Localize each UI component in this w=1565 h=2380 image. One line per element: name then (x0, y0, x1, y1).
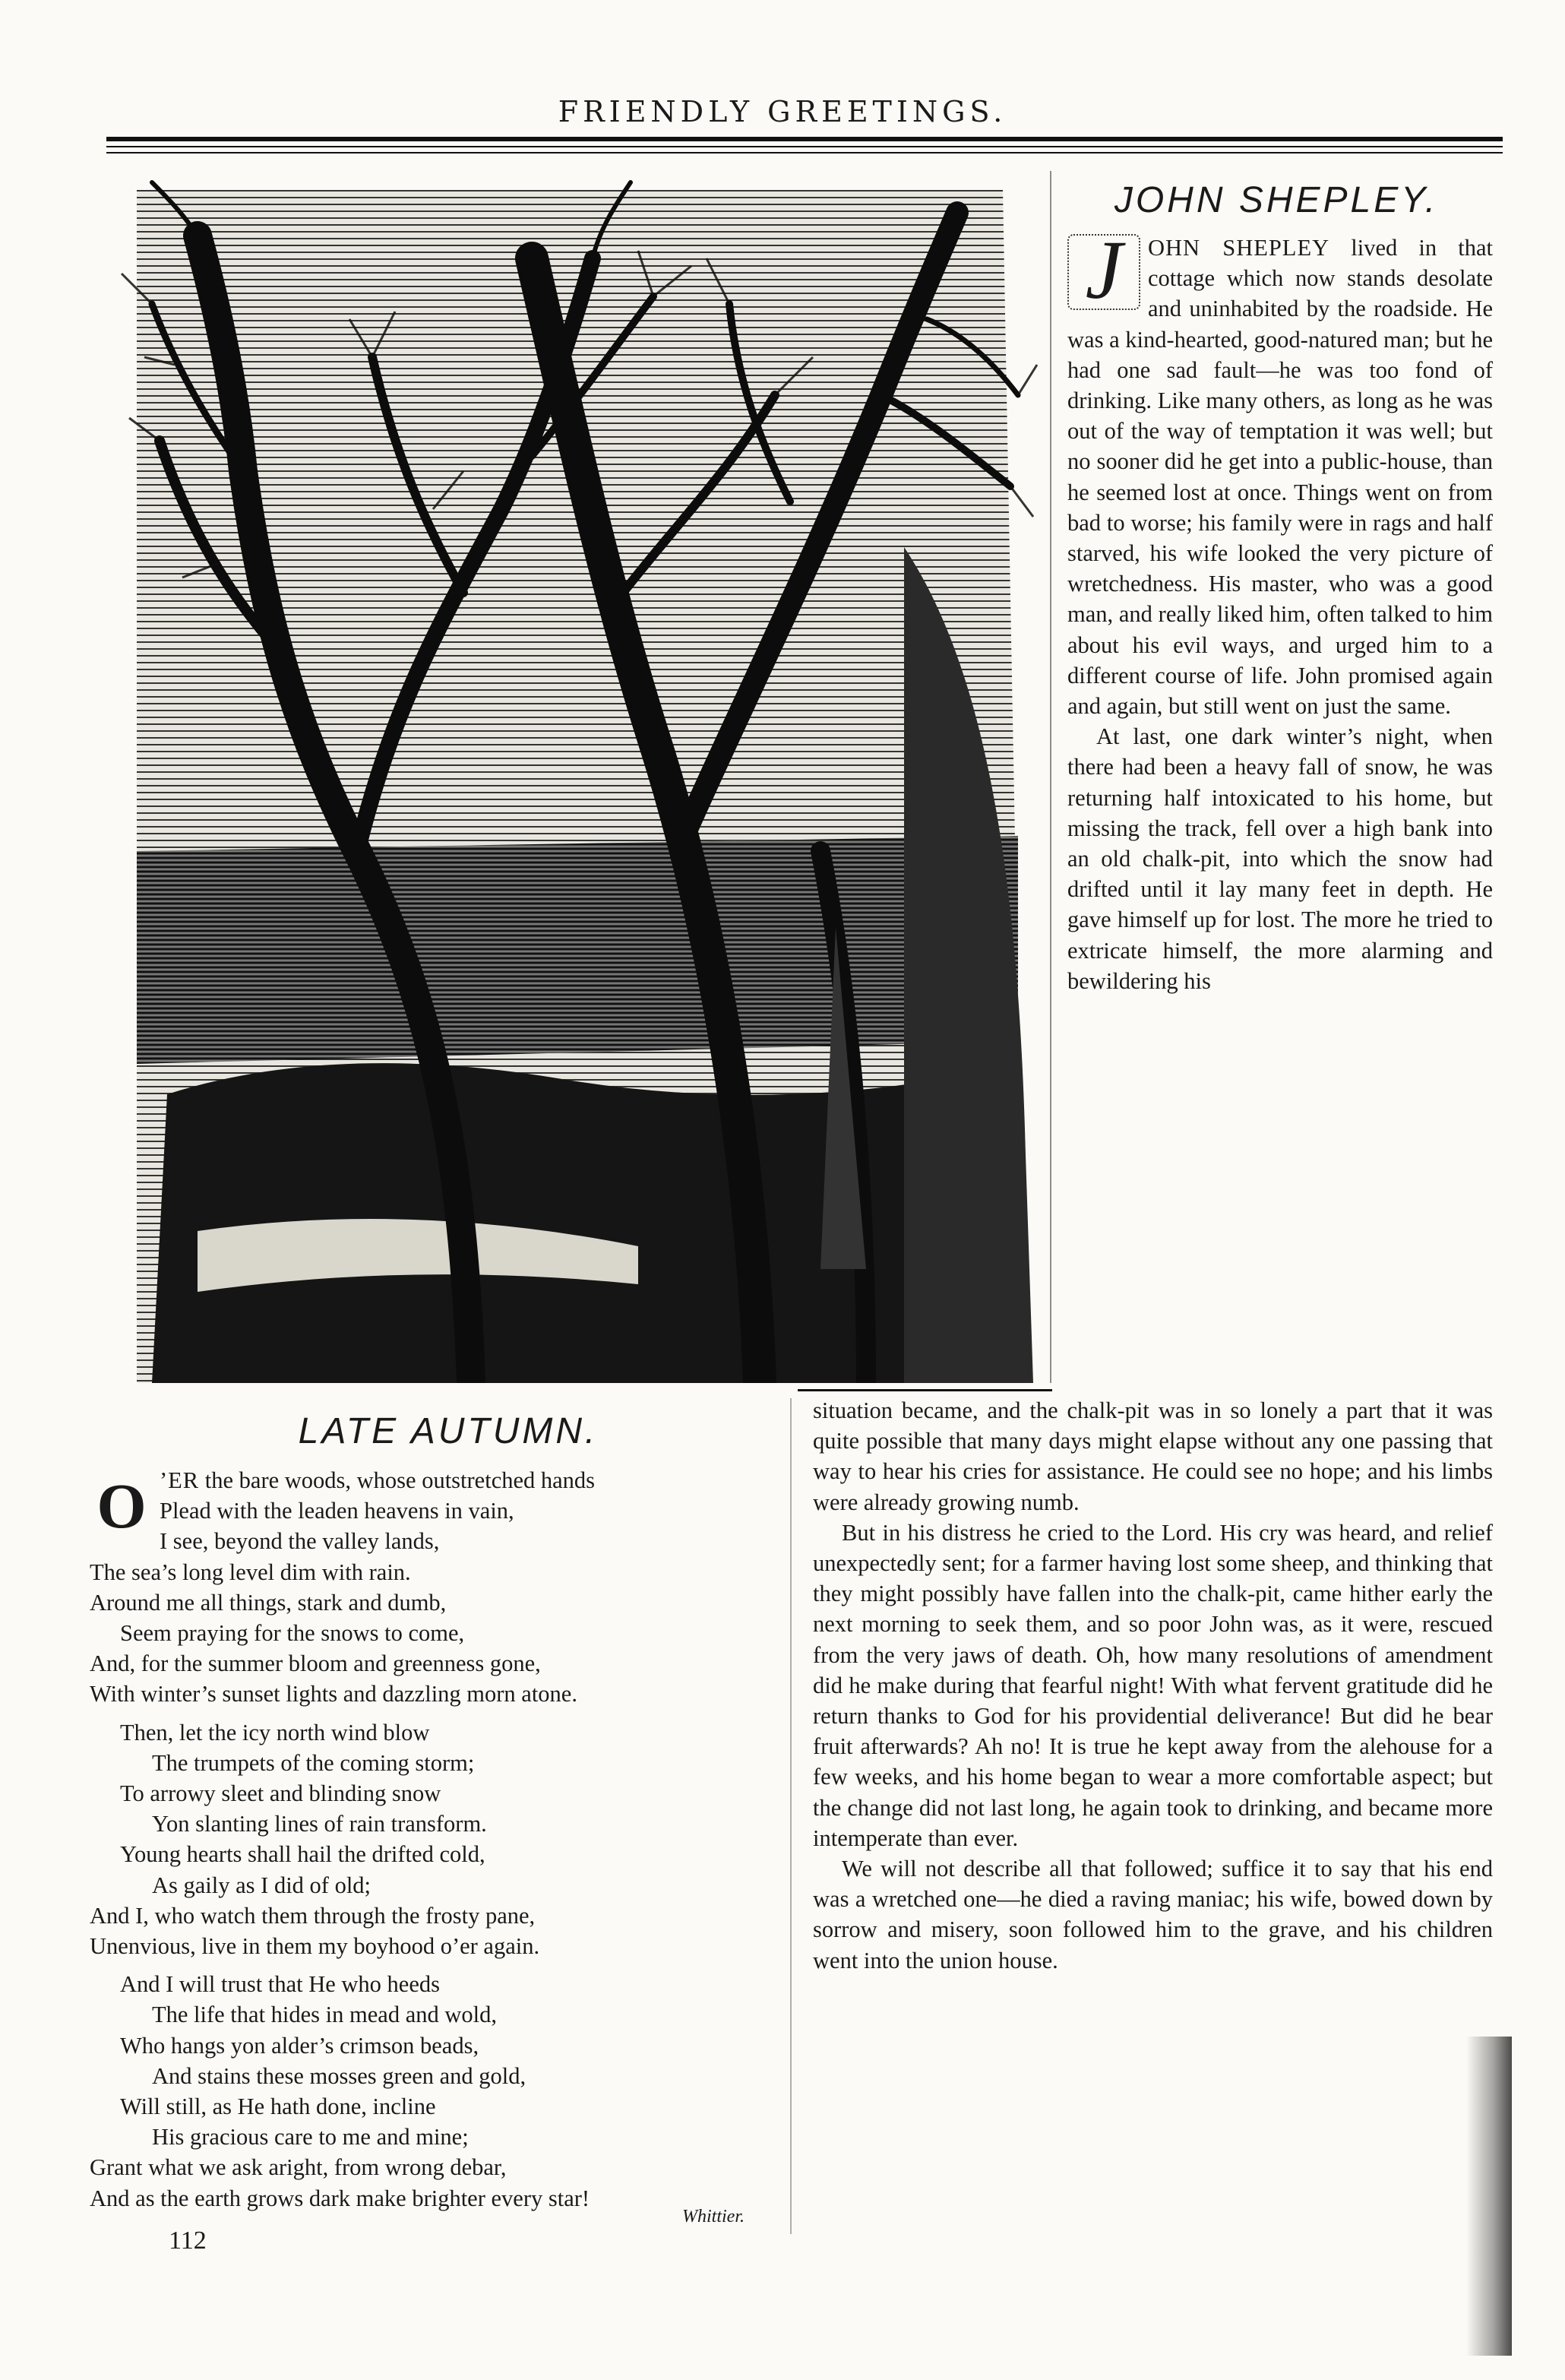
article-paragraph-2: At last, one dark winter’s night, when there had been a heavy fall of snow, he was returning half intoxicated to his home, but missing the track, fell over a high bank into an old chalk-pit, into which the snow had drifted until it lay many feet in depth. He gave himself up for lost. The more he tried to extricate himself, the more alarming and bewildering his (1067, 723, 1493, 994)
poem-line: Seem praying for the snows to come, (120, 1620, 465, 1647)
poem-line: Around me all things, stark and dumb, (90, 1589, 447, 1616)
poem-line: Then, let the icy north wind blow (120, 1719, 430, 1745)
running-head: FRIENDLY GREETINGS. (558, 95, 1007, 128)
poem-body (90, 1465, 789, 2221)
poem-line: And I will trust that He who heeds (120, 1971, 440, 1998)
article-paragraph-4: But in his distress he cried to the Lord. His cry was heard, and relief unexpectedly sent; for a farmer having lost some sheep, and thinking that they might possibly have fallen into the chalk-pit, came hither early the next morning to seek them, and so poor John was, as it were, rescued from the very jaws of death. Oh, how many resolutions of amendment did he make during that fearful night! With what fervent gratitude did he return thanks to God for his providential deliverance! But did he bear fruit afterwards? Ah no! It is true he kept away from the alehouse for a few weeks, and his home began to wear a more comfortable aspect; but the change did not last long, he again took to drinking, and became more intemperate than ever. (813, 1519, 1493, 1851)
poem-line: Who hangs yon alder’s crimson beads, (120, 2032, 479, 2059)
poem-line: With winter’s sunset lights and dazzling morn atone. (90, 1681, 577, 1707)
article-paragraph-1 (1067, 223, 1493, 721)
article-paragraph-5: We will not describe all that followed; suffice it to say that his end was a wretched one—he died a raving maniac; his wife, bowed down by sorrow and misery, soon followed him to the grave, and his children went into the union house. (813, 1856, 1493, 1973)
header-rule-thick (106, 137, 1503, 141)
poem-title: LATE AUTUMN. (298, 1411, 599, 1451)
poem-line: The sea’s long level dim with rain. (90, 1559, 411, 1585)
article-opening-smallcaps: OHN SHEPLEY (1148, 235, 1330, 261)
poem-line: As gaily as I did of old; (152, 1872, 371, 1898)
poem-line: Will still, as He hath done, incline (120, 2094, 436, 2120)
poem-line: Unenvious, live in them my boyhood o’er again. (90, 1933, 540, 1960)
article-column-right (1067, 223, 1493, 996)
article-column-bottom (813, 1395, 1493, 1976)
poem-line: And stains these mosses green and gold, (152, 2062, 526, 2089)
article-paragraph-1-text: lived in that cottage which now stands desolate and uninhabited by the roadside. He was a kind-hearted, good-natured man; but he had one sad fault—he was too fond of drinking. Like many others, as long as he was out of the way of temptation it was well; but no sooner did he get into a public-house, than he seemed lost at once. Things went on from bad to worse; his family were in rags and half starved, his wife looked the very picture of wretchedness. His master, who was a good man, and really liked him, often talked to him about his evil ways, and urged him to a different course of life. John promised again and again, but still went on just the same. (1067, 235, 1493, 720)
poem-line: And, for the summer bloom and greenness gone, (90, 1650, 541, 1677)
bare-trees-engraving (106, 167, 1045, 1383)
poem-line: Grant what we ask aright, from wrong debar, (90, 2154, 507, 2181)
column-divider-horizontal (798, 1389, 1052, 1391)
poem-line-text: the bare woods, whose outstretched hands (199, 1467, 596, 1493)
poem-line: His gracious care to me and mine; (152, 2124, 469, 2151)
article-dropcap: J (1067, 234, 1140, 310)
column-divider-lower (790, 1398, 792, 2234)
poem-line: Yon slanting lines of rain transform. (152, 1811, 487, 1837)
poem-line: I see, beyond the valley lands, (160, 1528, 440, 1555)
poem-line: And as the earth grows dark make brighter every star! (90, 2185, 590, 2211)
poem-dropcap: O (96, 1471, 147, 1542)
header-rule-thin (106, 146, 1503, 147)
header-rule-dashed (106, 152, 1503, 153)
article-title: JOHN SHEPLEY. (1114, 180, 1439, 220)
poem-line (90, 1465, 789, 1495)
poem-stanza-1 (90, 1465, 789, 1710)
poem-line: The life that hides in mead and wold, (152, 2002, 497, 2028)
column-divider-vertical (1050, 171, 1051, 1383)
page-number: 112 (169, 2227, 207, 2255)
poem-stanza-3 (90, 1969, 789, 2214)
poem-line: And I, who watch them through the frosty pane, (90, 1902, 536, 1929)
poem-line: To arrowy sleet and blinding snow (120, 1780, 441, 1807)
poem-first-word: ’ER (160, 1467, 200, 1493)
poem-line: Plead with the leaden heavens in vain, (160, 1498, 514, 1524)
poem-attribution: Whittier. (682, 2207, 745, 2227)
article-paragraph-3: situation became, and the chalk-pit was in so lonely a part that it was quite possible that many days might elapse without any one passing that way to hear his cries for assistance. He could see no hope; and his limbs were already growing numb. (813, 1397, 1493, 1515)
poem-line: The trumpets of the coming storm; (152, 1749, 475, 1776)
page-edge-shadow (1466, 2037, 1512, 2356)
poem-line: Young hearts shall hail the drifted cold, (120, 1841, 485, 1868)
engraving-illustration (106, 167, 1045, 1383)
poem-stanza-2 (90, 1717, 789, 1962)
